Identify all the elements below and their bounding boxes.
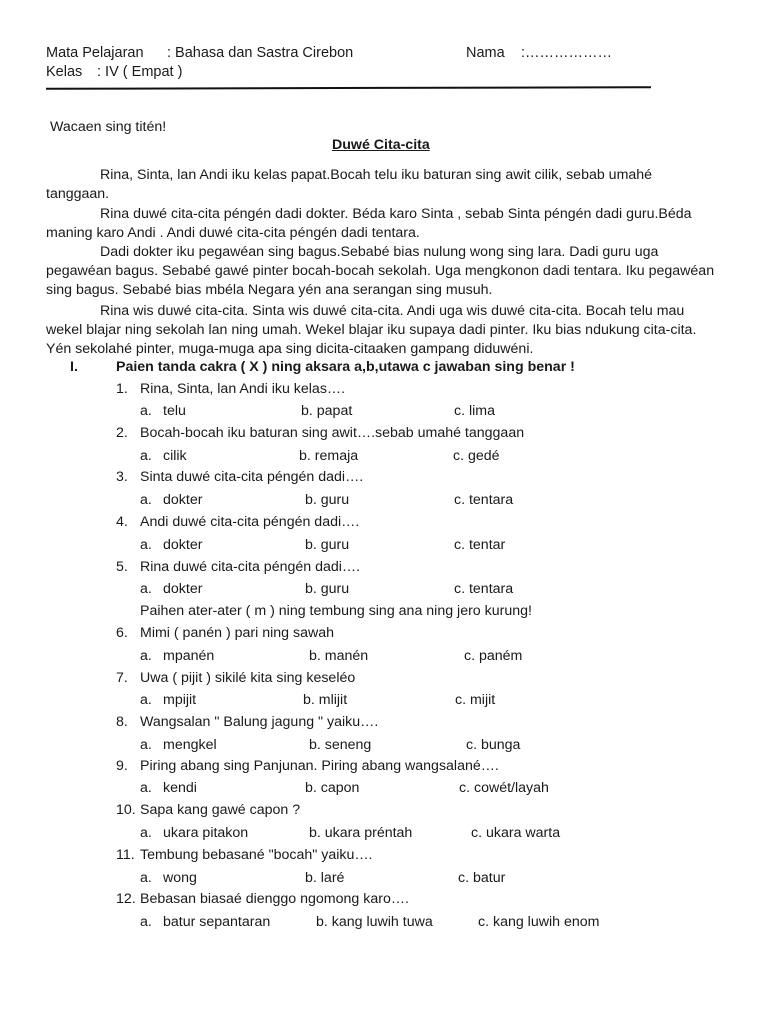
option-b: b. papat bbox=[301, 403, 353, 419]
option-b: b. manén bbox=[309, 648, 369, 664]
option-b: b. ukara préntah bbox=[309, 825, 413, 841]
option-a-letter: a. bbox=[140, 448, 152, 464]
section-instruction: Paien tanda cakra ( X ) ning aksara a,b,utawa c jawaban sing benar ! bbox=[116, 359, 575, 375]
option-b: b. remaja bbox=[299, 448, 359, 464]
option-a-letter: a. bbox=[140, 537, 152, 553]
option-a: dokter bbox=[163, 537, 203, 553]
option-c: c. ukara warta bbox=[471, 825, 561, 841]
option-b: b. seneng bbox=[309, 737, 372, 753]
option-c: c. mijit bbox=[455, 692, 496, 708]
option-a: mpanén bbox=[163, 648, 215, 664]
option-c: c. kang luwih enom bbox=[478, 914, 600, 930]
option-a: dokter bbox=[163, 492, 203, 508]
option-b: b. guru bbox=[305, 537, 350, 553]
option-a: mengkel bbox=[163, 737, 217, 753]
question-number: 6. bbox=[116, 625, 128, 641]
question-number: 9. bbox=[116, 758, 128, 774]
option-b: b. laré bbox=[305, 870, 345, 886]
option-a: wong bbox=[163, 870, 197, 886]
question-number: 2. bbox=[116, 425, 128, 441]
question-text: Wangsalan " Balung jagung " yaiku…. bbox=[140, 714, 379, 730]
question-number: 5. bbox=[116, 559, 128, 575]
subject-label: Mata Pelajaran bbox=[46, 45, 144, 61]
question-text: Bebasan biasaé dienggo ngomong karo…. bbox=[140, 891, 409, 907]
name-value: :……………… bbox=[521, 45, 613, 61]
question-text: Piring abang sing Panjunan. Piring abang wangsalané…. bbox=[140, 758, 499, 774]
question-text: Rina duwé cita-cita péngén dadi…. bbox=[140, 559, 361, 575]
option-a-letter: a. bbox=[140, 581, 152, 597]
section-number: I. bbox=[70, 359, 78, 375]
sub-instruction: Paihen ater-ater ( m ) ning tembung sing ana ning jero kurung! bbox=[140, 603, 532, 619]
option-a-letter: a. bbox=[140, 737, 152, 753]
question-text: Sapa kang gawé capon ? bbox=[140, 802, 301, 818]
option-a-letter: a. bbox=[140, 648, 152, 664]
question-number: 1. bbox=[116, 381, 128, 397]
option-b: b. capon bbox=[305, 780, 360, 796]
option-c: c. batur bbox=[458, 870, 506, 886]
option-b: b. guru bbox=[305, 581, 350, 597]
question-number: 3. bbox=[116, 469, 128, 485]
option-a: mpijit bbox=[163, 692, 197, 708]
option-c: c. tentar bbox=[454, 537, 506, 553]
subject-value: : Bahasa dan Sastra Cirebon bbox=[167, 45, 354, 61]
option-c: c. lima bbox=[454, 403, 495, 419]
passage-title: Duwé Cita-cita bbox=[332, 137, 430, 153]
option-c: c. cowét/layah bbox=[459, 780, 549, 796]
option-a: ukara pitakon bbox=[163, 825, 249, 841]
passage-paragraph: Rina, Sinta, lan Andi iku kelas papat.Bocah telu iku baturan sing awit cilik, sebab umahé tanggaan. bbox=[46, 167, 653, 202]
question-number: 12. bbox=[116, 891, 136, 907]
option-b: b. kang luwih tuwa bbox=[316, 914, 433, 930]
option-c: c. gedé bbox=[453, 448, 500, 464]
option-a: dokter bbox=[163, 581, 203, 597]
question-text: Uwa ( pijit ) sikilé kita sing keseléo bbox=[140, 670, 356, 686]
option-c: c. tentara bbox=[454, 492, 514, 508]
question-text: Mimi ( panén ) pari ning sawah bbox=[140, 625, 334, 641]
question-number: 4. bbox=[116, 514, 128, 530]
class-label: Kelas bbox=[46, 64, 83, 80]
option-c: c. tentara bbox=[454, 581, 514, 597]
option-c: c. bunga bbox=[466, 737, 521, 753]
question-number: 11. bbox=[116, 847, 135, 863]
passage-paragraph: Rina duwé cita-cita péngén dadi dokter. Béda karo Sinta , sebab Sinta péngén dadi guru.Béda maning karo Andi . Andi duwé cita-cita péngén dadi tentara. bbox=[46, 206, 692, 241]
option-a-letter: a. bbox=[140, 914, 152, 930]
question-number: 8. bbox=[116, 714, 128, 730]
option-a-letter: a. bbox=[140, 492, 152, 508]
question-text: Andi duwé cita-cita péngén dadi…. bbox=[140, 514, 360, 530]
option-a-letter: a. bbox=[140, 870, 152, 886]
question-number: 7. bbox=[116, 670, 128, 686]
header-divider bbox=[46, 86, 651, 90]
passage-paragraph: Dadi dokter iku pegawéan sing bagus.Sebabé bias nulung wong sing lara. Dadi guru uga pegawéan bagus. Sebabé gawé pinter bocah-bocah sekolah. Uga mengkonon dadi tentara. Iku pegawéan sing bagus. Sebabé bias mbéla Negara yén ana serangan sing musuh. bbox=[46, 244, 715, 298]
option-a-letter: a. bbox=[140, 403, 152, 419]
passage-paragraph: Rina wis duwé cita-cita. Sinta wis duwé cita-cita. Andi uga wis duwé cita-cita. Bocah telu mau wekel blajar ning sekolah lan ning umah. Wekel blajar iku supaya dadi pinter. Iku bias ndukung cita-cita. Yén sekolahé pinter, muga-muga apa sing dicita-citaaken gampang diduwéni. bbox=[46, 303, 697, 357]
reading-instruction: Wacaen sing titén! bbox=[50, 119, 167, 135]
option-b: b. guru bbox=[305, 492, 350, 508]
option-a: telu bbox=[163, 403, 186, 419]
option-a-letter: a. bbox=[140, 692, 152, 708]
question-text: Sinta duwé cita-cita péngén dadi…. bbox=[140, 469, 364, 485]
option-c: c. paném bbox=[464, 648, 523, 664]
option-b: b. mlijit bbox=[303, 692, 348, 708]
option-a-letter: a. bbox=[140, 825, 152, 841]
question-text: Bocah-bocah iku baturan sing awit….sebab umahé tanggaan bbox=[140, 425, 525, 441]
option-a: cilik bbox=[163, 448, 187, 464]
question-text: Tembung bebasané "bocah" yaiku…. bbox=[140, 847, 373, 863]
question-number: 10. bbox=[116, 802, 136, 818]
option-a: kendi bbox=[163, 780, 197, 796]
option-a-letter: a. bbox=[140, 780, 152, 796]
option-a: batur sepantaran bbox=[163, 914, 271, 930]
question-text: Rina, Sinta, lan Andi iku kelas…. bbox=[140, 381, 346, 397]
class-value: : IV ( Empat ) bbox=[97, 64, 183, 80]
name-label: Nama bbox=[466, 45, 505, 61]
